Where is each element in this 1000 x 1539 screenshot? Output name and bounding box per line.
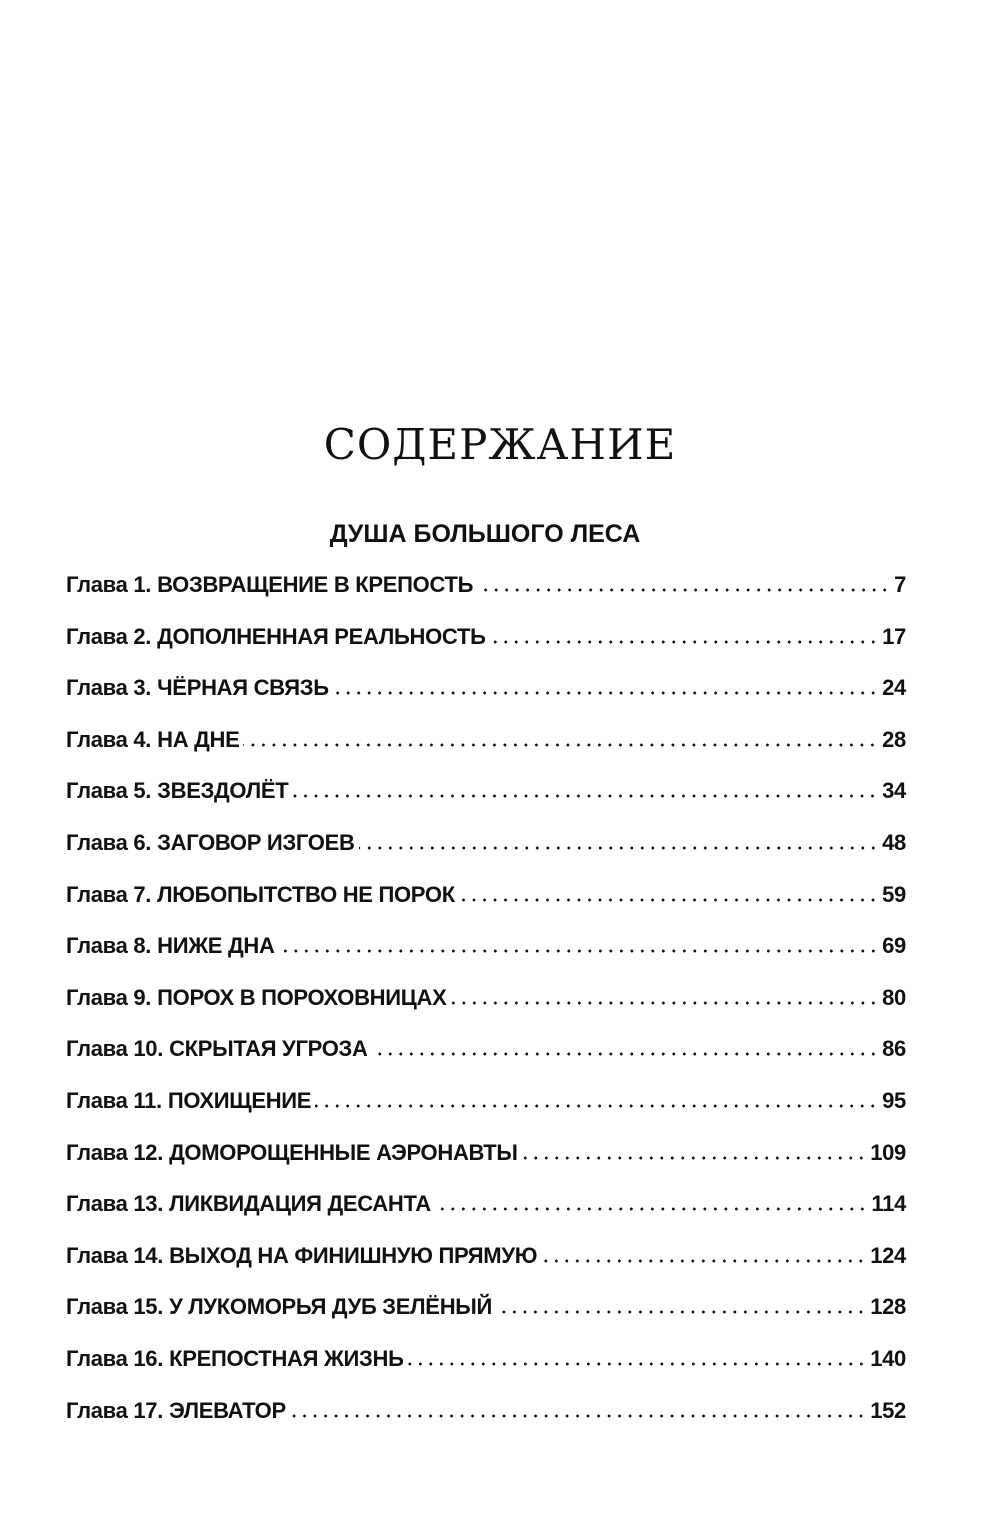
page-number: 17 <box>882 623 906 649</box>
page-number: 28 <box>882 726 906 752</box>
toc-entry[interactable] <box>66 1346 906 1398</box>
page-number: 140 <box>870 1345 906 1371</box>
chapter-title <box>66 624 486 650</box>
page-title: СОДЕРЖАНИЕ <box>323 420 677 470</box>
dot-leader <box>315 1104 878 1108</box>
page-number: 69 <box>882 933 906 959</box>
dot-leader <box>522 1156 867 1160</box>
toc-entry[interactable] <box>66 1140 906 1192</box>
chapter-title <box>66 933 275 959</box>
dot-leader <box>459 898 878 902</box>
chapter-number: Глава 10. <box>66 1036 164 1062</box>
toc-entry[interactable] <box>66 882 906 934</box>
page-number: 48 <box>882 829 906 855</box>
toc-entry[interactable] <box>66 1088 906 1140</box>
dot-leader <box>359 846 879 850</box>
chapter-title <box>66 572 473 598</box>
chapter-name: НИЖЕ ДНА <box>157 933 275 959</box>
toc-entry[interactable] <box>66 1243 906 1295</box>
toc-entry[interactable] <box>66 778 906 830</box>
page-number: 80 <box>882 984 906 1010</box>
chapter-title <box>66 675 329 701</box>
chapter-title <box>66 778 288 804</box>
toc-entry[interactable] <box>66 985 906 1037</box>
chapter-name: ВОЗВРАЩЕНИЕ В КРЕПОСТЬ <box>157 572 474 597</box>
page-number: 7 <box>894 572 906 597</box>
chapter-name: ЭЛЕВАТОР <box>169 1397 286 1423</box>
chapter-number: Глава 4. <box>66 726 152 752</box>
chapter-number: Глава 12. <box>66 1139 164 1165</box>
page-number: 128 <box>870 1294 906 1320</box>
chapter-title <box>66 1036 368 1062</box>
chapter-name: ДОМОРОЩЕННЫЕ АЭРОНАВТЫ <box>169 1139 518 1165</box>
chapter-title <box>66 1191 431 1217</box>
chapter-number: Глава 8. <box>66 933 152 959</box>
chapter-title <box>66 1140 518 1166</box>
chapter-title <box>66 1294 492 1320</box>
chapter-number: Глава 2. <box>66 623 152 649</box>
page-number: 24 <box>882 675 906 701</box>
chapter-title <box>66 830 355 856</box>
chapter-number: Глава 13. <box>66 1191 164 1217</box>
chapter-title <box>66 882 455 908</box>
chapter-name: ПОРОХ В ПОРОХОВНИЦАХ <box>157 984 447 1010</box>
chapter-name: ДОПОЛНЕННАЯ РЕАЛЬНОСТЬ <box>157 623 486 649</box>
chapter-title <box>66 1346 404 1372</box>
page-number: 152 <box>870 1397 906 1423</box>
chapter-name: СКРЫТАЯ УГРОЗА <box>169 1036 368 1062</box>
dot-leader <box>496 1310 866 1314</box>
chapter-title <box>66 985 447 1011</box>
dot-leader <box>333 691 878 695</box>
chapter-name: ЧЁРНАЯ СВЯЗЬ <box>157 675 329 701</box>
dot-leader <box>408 1362 867 1366</box>
chapter-title <box>66 1243 537 1269</box>
dot-leader <box>279 949 879 953</box>
chapter-name: ЗАГОВОР ИЗГОЕВ <box>157 829 355 855</box>
dot-leader <box>451 1001 879 1005</box>
toc-entry[interactable] <box>66 830 906 882</box>
toc-entry[interactable] <box>66 675 906 727</box>
chapter-name: У ЛУКОМОРЬЯ ДУБ ЗЕЛЁНЫЙ <box>169 1294 493 1320</box>
chapter-name: ЛИКВИДАЦИЯ ДЕСАНТА <box>169 1191 431 1217</box>
toc-entry[interactable] <box>66 1398 906 1450</box>
toc-entry[interactable] <box>66 1191 906 1243</box>
chapter-name: ЗВЕЗДОЛЁТ <box>157 778 289 804</box>
dot-leader <box>435 1207 868 1211</box>
chapter-number: Глава 3. <box>66 675 152 701</box>
toc-entry[interactable] <box>66 624 906 676</box>
page-number: 86 <box>882 1036 906 1062</box>
toc-entry[interactable] <box>66 1294 906 1346</box>
chapter-title <box>66 1398 286 1424</box>
dot-leader <box>541 1259 866 1263</box>
page-number: 109 <box>870 1139 906 1165</box>
chapter-number: Глава 9. <box>66 984 152 1010</box>
chapter-number: Глава 15. <box>66 1294 164 1320</box>
toc-entry[interactable] <box>66 1036 906 1088</box>
toc-entry[interactable] <box>66 572 906 624</box>
chapter-number: Глава 6. <box>66 829 152 855</box>
page-number: 95 <box>882 1087 906 1113</box>
chapter-name: КРЕПОСТНАЯ ЖИЗНЬ <box>169 1345 404 1371</box>
chapter-title <box>66 1088 311 1114</box>
chapter-number: Глава 11. <box>66 1087 162 1113</box>
chapter-number: Глава 14. <box>66 1242 164 1268</box>
dot-leader <box>290 1414 866 1418</box>
chapter-number: Глава 1. <box>66 572 152 597</box>
chapter-name: ЛЮБОПЫТСТВО НЕ ПОРОК <box>157 881 455 907</box>
chapter-number: Глава 16. <box>66 1345 164 1371</box>
page-number: 34 <box>882 778 906 804</box>
chapter-number: Глава 17. <box>66 1397 164 1423</box>
table-of-contents <box>66 572 906 1449</box>
chapter-name: ПОХИЩЕНИЕ <box>167 1087 312 1113</box>
page-number: 114 <box>871 1191 906 1217</box>
dot-leader <box>372 1052 879 1056</box>
chapter-title <box>66 727 239 753</box>
dot-leader <box>292 794 878 798</box>
chapter-name: ВЫХОД НА ФИНИШНУЮ ПРЯМУЮ <box>169 1242 538 1268</box>
page-number: 124 <box>870 1242 906 1268</box>
chapter-number: Глава 7. <box>66 881 152 907</box>
dot-leader <box>477 588 890 592</box>
toc-entry[interactable] <box>66 727 906 779</box>
dot-leader <box>490 640 879 644</box>
toc-entry[interactable] <box>66 933 906 985</box>
part-title: ДУША БОЛЬШОГО ЛЕСА <box>329 520 641 548</box>
page-number: 59 <box>882 881 906 907</box>
chapter-name: НА ДНЕ <box>157 726 240 752</box>
chapter-number: Глава 5. <box>66 778 152 804</box>
dot-leader <box>243 743 878 747</box>
